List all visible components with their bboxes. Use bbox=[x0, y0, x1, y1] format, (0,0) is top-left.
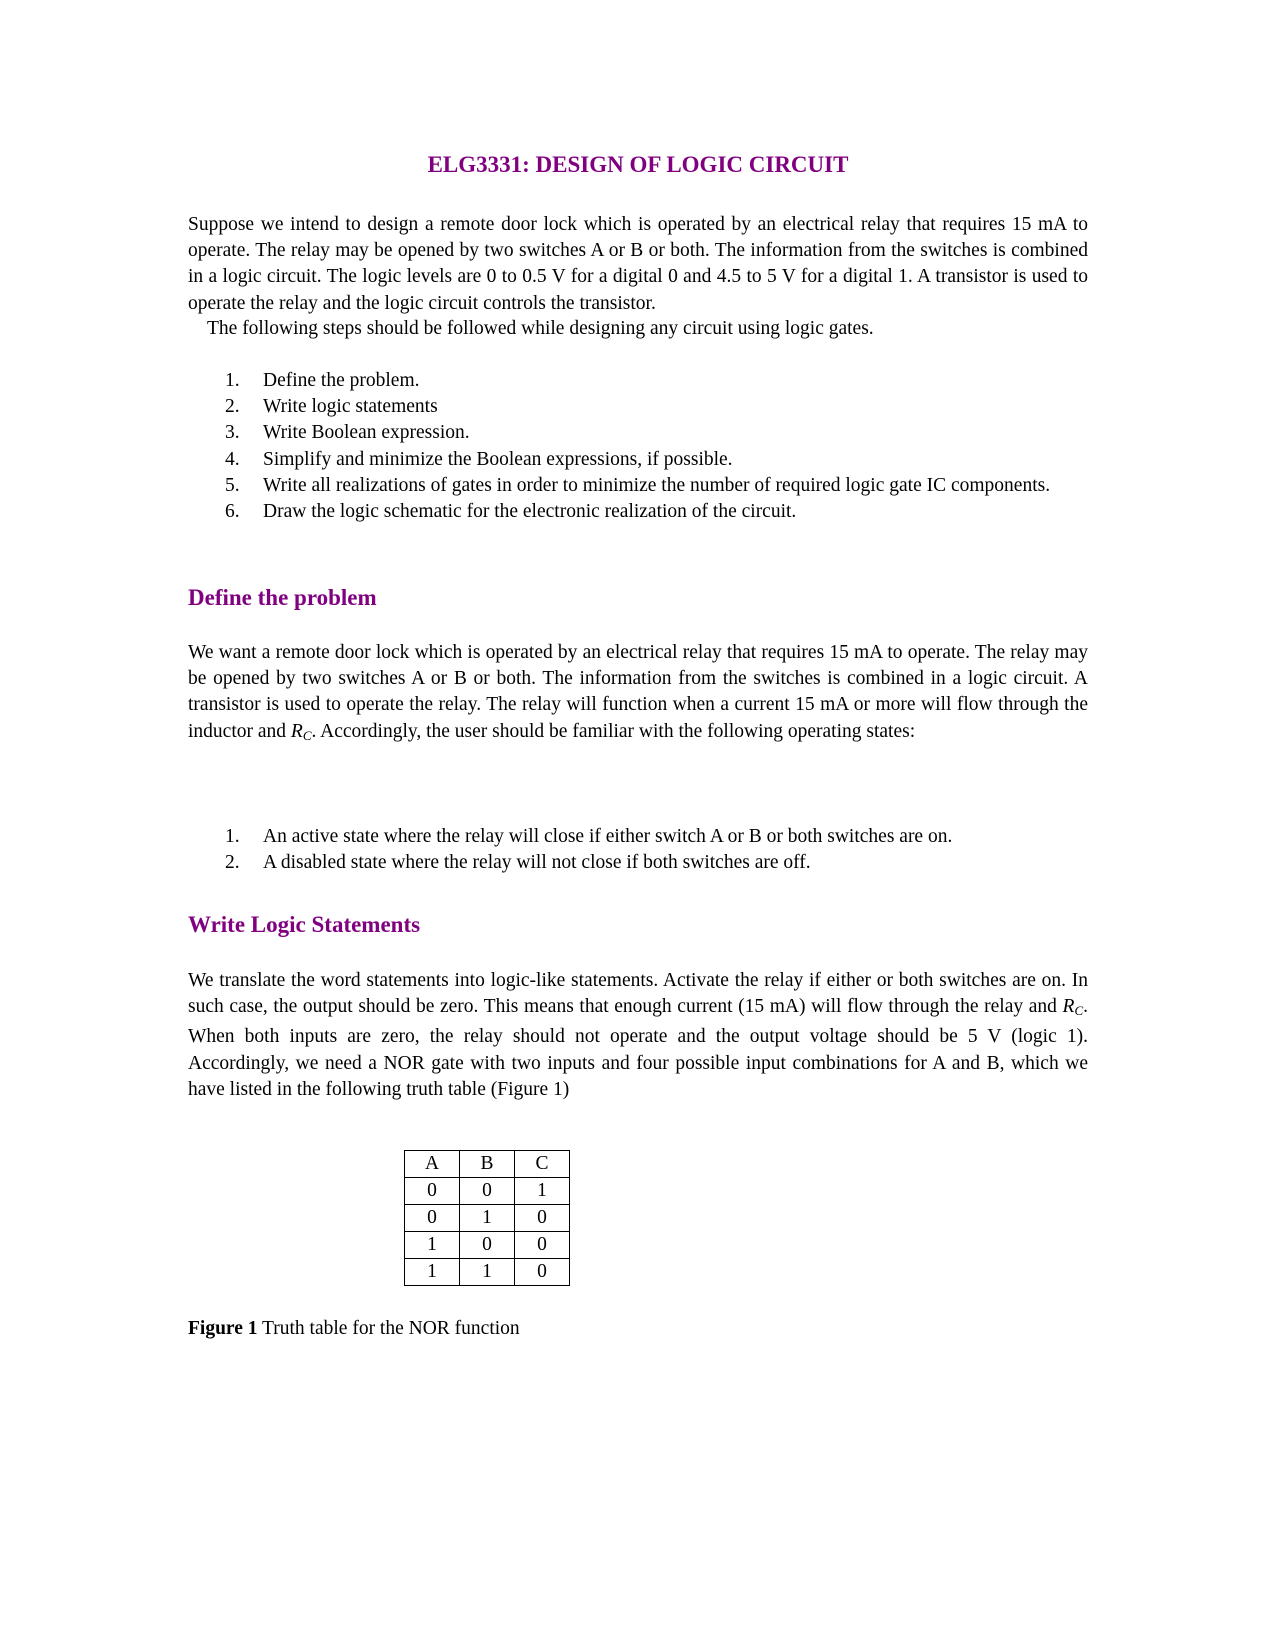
list-number: 1. bbox=[225, 370, 240, 391]
list-text: Write logic statements bbox=[263, 396, 438, 418]
table-row bbox=[405, 1178, 570, 1205]
table-cell: 0 bbox=[460, 1232, 515, 1259]
truth-table bbox=[404, 1150, 570, 1286]
list-text: Write Boolean expression. bbox=[263, 422, 470, 444]
document-title: ELG3331: DESIGN OF LOGIC CIRCUIT bbox=[427, 152, 849, 177]
logic-text-part1: We translate the word statements into logic-like statements. Activate the relay if either or both switches are on. In such case, the output should be zero. This means that enough current (15 mA) will flow through the relay and bbox=[188, 970, 1088, 1018]
list-item bbox=[188, 850, 1088, 876]
list-number: 6. bbox=[225, 501, 240, 523]
table-row bbox=[405, 1205, 570, 1232]
table-cell: 0 bbox=[460, 1178, 515, 1205]
rc-subscript-text: C bbox=[1074, 1003, 1084, 1019]
table-cell: 1 bbox=[515, 1178, 570, 1205]
list-text: Draw the logic schematic for the electronic realization of the circuit. bbox=[263, 501, 797, 523]
intro-paragraph: Suppose we intend to design a remote door lock which is operated by an electrical relay that requires 15 mA to operate. The relay may be opened by two switches A or B or both. The information from the switches is combined in a logic circuit. The logic levels are 0 to 0.5 V for a digital 0 and 4.5 to 5 V for a digital 1. A transistor is used to operate the relay and the logic circuit controls the transistor. bbox=[188, 214, 1088, 314]
section-heading-define: Define the problem bbox=[188, 585, 377, 610]
table-cell: 1 bbox=[460, 1205, 515, 1232]
figure-caption bbox=[188, 1316, 520, 1342]
logic-text-part2: . When both inputs are zero, the relay should not operate and the output voltage should be 5 V (logic 1). Accordingly, we need a NOR gate with two inputs and four possible input combinations for A and B, which we have listed in the following truth table (Figure 1) bbox=[188, 996, 1088, 1100]
list-number: 5. bbox=[225, 474, 240, 496]
list-item bbox=[188, 394, 1088, 420]
list-item bbox=[188, 368, 1088, 394]
list-number: 3. bbox=[225, 422, 240, 444]
list-item bbox=[188, 420, 1088, 446]
list-item bbox=[188, 447, 1088, 473]
rc-symbol: R bbox=[1062, 996, 1075, 1018]
table-header-cell: A bbox=[405, 1151, 460, 1178]
logic-paragraph bbox=[188, 968, 1088, 1103]
table-cell: 0 bbox=[515, 1232, 570, 1259]
define-text-part2: . Accordingly, the user should be familiar with the following operating states: bbox=[311, 720, 916, 742]
table-row bbox=[405, 1259, 570, 1286]
operating-states-list bbox=[188, 824, 1088, 876]
table-cell: 1 bbox=[460, 1259, 515, 1286]
list-text: Write all realizations of gates in order to minimize the number of required logic gate IC components. bbox=[263, 474, 1051, 496]
table-header-row bbox=[405, 1151, 570, 1178]
table-cell: 0 bbox=[515, 1205, 570, 1232]
table-cell: 0 bbox=[405, 1178, 460, 1205]
list-item bbox=[188, 824, 1088, 850]
table-row bbox=[405, 1232, 570, 1259]
list-number: 2. bbox=[225, 852, 240, 874]
list-text: Simplify and minimize the Boolean expressions, if possible. bbox=[263, 448, 733, 470]
design-steps-list bbox=[188, 368, 1088, 525]
figure-label: Figure 1 bbox=[188, 1318, 258, 1339]
define-text-part1: We want a remote door lock which is operated by an electrical relay that requires 15 mA to operate. The relay may be opened by two switches A or B or both. The information from the switches is combined in a logic circuit. A transistor is used to operate the relay. The relay will function when a current 15 mA or more will flow through the inductor and bbox=[188, 642, 1088, 742]
table-header-cell: B bbox=[460, 1151, 515, 1178]
rc-symbol: R bbox=[290, 720, 303, 742]
list-text: An active state where the relay will close if either switch A or B or both switches are on. bbox=[263, 826, 953, 847]
define-paragraph bbox=[188, 640, 1088, 749]
list-text: Define the problem. bbox=[263, 370, 420, 391]
list-number: 2. bbox=[225, 396, 240, 418]
table-cell: 0 bbox=[405, 1205, 460, 1232]
list-number: 4. bbox=[225, 448, 240, 470]
table-header-cell: C bbox=[515, 1151, 570, 1178]
rc-subscript-text: C bbox=[302, 727, 312, 743]
table-cell: 0 bbox=[515, 1259, 570, 1286]
section-heading-logic: Write Logic Statements bbox=[188, 912, 421, 937]
list-text: A disabled state where the relay will not close if both switches are off. bbox=[263, 852, 811, 874]
table-cell: 1 bbox=[405, 1232, 460, 1259]
list-item bbox=[188, 473, 1088, 499]
rc-subscript bbox=[1074, 1003, 1083, 1018]
steps-intro: The following steps should be followed while designing any circuit using logic gates. bbox=[207, 318, 874, 339]
list-number: 1. bbox=[225, 826, 240, 847]
figure-caption-text: Truth table for the NOR function bbox=[257, 1318, 520, 1339]
list-item bbox=[188, 499, 1088, 525]
table-cell: 1 bbox=[405, 1259, 460, 1286]
